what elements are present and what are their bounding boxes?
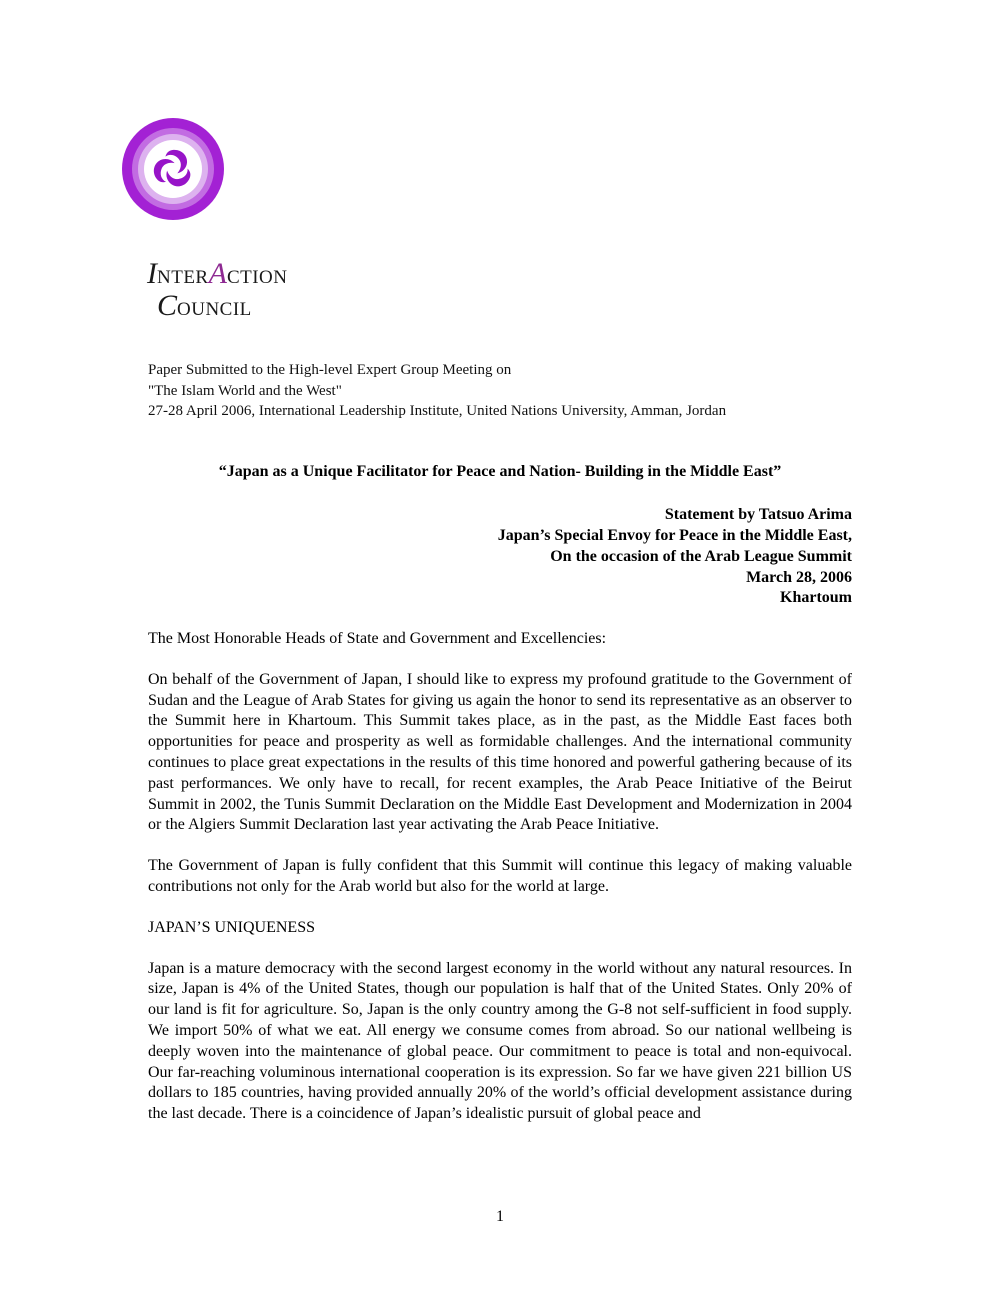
section-heading-japans-uniqueness: JAPAN’S UNIQUENESS [148,918,315,936]
meeting-header-line-2: "The Islam World and the West" [148,382,342,399]
paragraph-2: The Government of Japan is fully confident that this Summit will continue this legacy of making valuable contributions not only for the Arab world but also for the world at large. [148,857,852,896]
meeting-header [148,360,852,422]
meeting-header-line-1: Paper Submitted to the High-level Expert Group Meeting on [148,362,512,378]
page-number: 1 [496,1208,504,1225]
paragraph-1: On behalf of the Government of Japan, I should like to express my profound gratitude to the Government of Sudan and the League of Arab States for giving us again the honor to send its representative as an observer to the Summit here in Khartoum. This Summit takes place, as in the past, as the Middle East faces both opportunities for peace and prosperity as well as formidable challenges. And the international community continues to place great expectations in the results of this time honored and powerful gathering because of its past performances. We only have to recall, for recent examples, the Arab Peace Initiative of the Beirut Summit in 2002, the Tunis Summit Declaration on the Middle East Development and Modernization in 2004 or the Algiers Summit Declaration last year activating the Arab Peace Initiative. [148,670,852,834]
wordmark-nter: NTER [157,267,209,288]
statement-line-role: Japan’s Special Envoy for Peace in the Middle East, [497,526,852,544]
statement-line-author: Statement by Tatsuo Arima [664,506,852,524]
statement-line-date: March 28, 2006 [746,568,852,586]
wordmark-letter-a: A [208,257,227,290]
statement-line-occasion: On the occasion of the Arab League Summit [550,547,852,565]
content-column [148,0,852,1125]
wordmark-letter-i: I [147,257,157,290]
document-title: “Japan as a Unique Facilitator for Peace and Nation- Building in the Middle East” [218,463,782,481]
statement-line-place: Khartoum [780,589,852,607]
meeting-header-line-3: 27-28 April 2006, International Leadership Institute, United Nations University, Amman, Jordan [148,403,727,420]
wordmark-ouncil: OUNCIL [177,299,252,321]
wordmark-ction: CTION [226,267,288,288]
paragraph-3: Japan is a mature democracy with the second largest economy in the world without any natural resources. In size, Japan is 4% of the United States, though our population is half that of the United States. Only 20% of our land is fit for agriculture. So, Japan is the only country among the G-8 not self-sufficient in food supply. We import 50% of what we eat. All energy we consume comes from abroad. So our national wellbeing is deeply woven into the maintenance of global peace. Our commitment to peace is total and non-equivocal. Our far-reaching voluminous international cooperation is its expression. So far we have given 221 billion US dollars to 185 countries, having provided annually 20% of the world’s official development assistance during the last decade. There is a coincidence of Japan’s idealistic pursuit of global peace and [148,959,852,1123]
salutation: The Most Honorable Heads of State and Government and Excellencies: [148,630,607,648]
wordmark-letter-c: C [157,289,178,323]
statement-attribution-block [148,505,852,609]
